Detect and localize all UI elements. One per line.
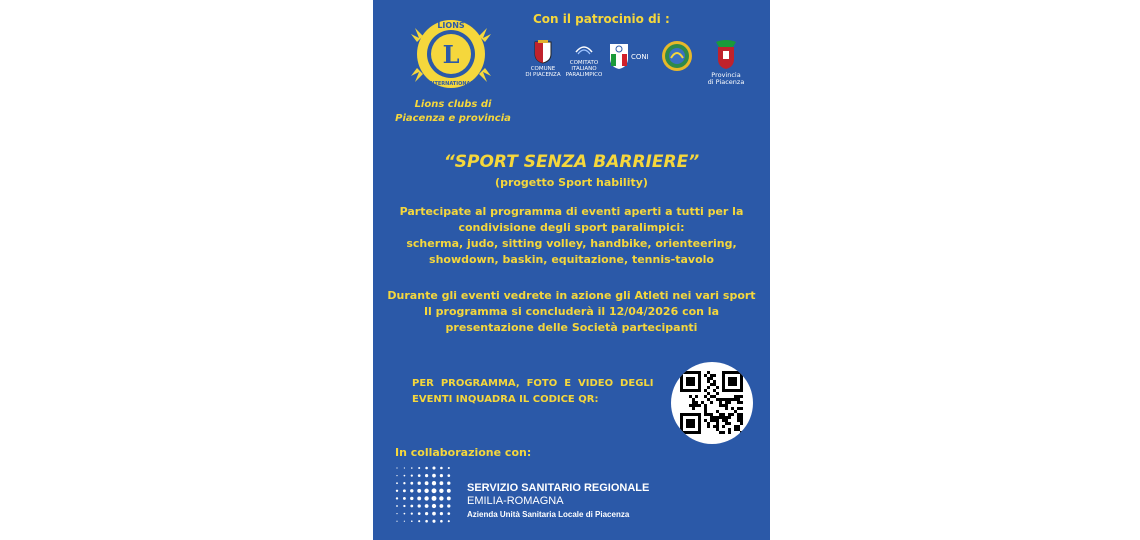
patron-logos	[523, 40, 753, 96]
page-subtitle: (progetto Sport hability)	[495, 176, 648, 189]
ssr-line1: SERVIZIO SANITARIO REGIONALE	[467, 482, 650, 494]
patronage-heading: Con il patrocinio di :	[533, 12, 670, 26]
ssr-logo-text	[467, 482, 767, 519]
lions-logo-bottom-text: INTERNATIONAL	[428, 81, 474, 87]
events-line: Il programma si concluderà il 12/04/2026 con la	[423, 305, 720, 318]
round-emblem-icon	[661, 40, 693, 72]
program-line: scherma, judo, sitting volley, handbike, orienteering,	[406, 237, 737, 250]
ssr-line2: EMILIA-ROMAGNA	[467, 495, 564, 507]
dot-grid-icon	[393, 464, 453, 526]
provincia-crest-icon	[713, 40, 739, 70]
lions-caption-line2: Piacenza e provincia	[395, 113, 511, 124]
qr-instruction	[412, 376, 662, 408]
coni-logo	[609, 40, 655, 70]
ssr-line3: Azienda Unità Sanitaria Locale di Piacenza	[467, 510, 630, 519]
round-emblem-logo	[660, 40, 694, 72]
lions-logo-letter: L	[442, 40, 460, 69]
comune-crest-icon	[534, 40, 552, 64]
program-paragraph	[373, 204, 770, 268]
coni-label: CONI	[631, 53, 649, 61]
provincia-label: Provincia di Piacenza	[707, 71, 745, 86]
lions-caption-line1: Lions clubs di	[414, 99, 492, 110]
events-paragraph	[373, 288, 770, 336]
collaboration-heading: In collaborazione con:	[395, 446, 532, 459]
ssr-dots-logo	[393, 464, 453, 526]
event-poster	[373, 0, 770, 540]
paralimpico-label: COMITATO ITALIANO PARALIMPICO	[565, 60, 603, 78]
lions-logo	[409, 12, 493, 96]
qr-instruction-line1: PER PROGRAMMA, FOTO E VIDEO DEGLI	[412, 378, 654, 389]
qr-code[interactable]	[671, 362, 753, 444]
comune-piacenza-logo	[523, 40, 563, 78]
lions-logo-top-text: LIONS	[437, 21, 465, 30]
program-line: showdown, baskin, equitazione, tennis-tavolo	[429, 253, 714, 266]
qr-instruction-line2: EVENTI INQUADRA IL CODICE QR:	[412, 394, 599, 405]
qr-code-icon	[671, 362, 753, 444]
events-line: presentazione delle Società partecipanti	[445, 321, 698, 334]
provincia-piacenza-logo	[703, 40, 749, 86]
coni-shield-icon	[609, 40, 629, 70]
program-line: Partecipate al programma di eventi aperti a tutti per la	[399, 205, 744, 218]
comitato-paralimpico-logo	[565, 40, 603, 78]
paralimpico-icon	[573, 40, 595, 58]
events-line: Durante gli eventi vedrete in azione gli Atleti nei vari sport	[387, 289, 756, 302]
program-line: condivisione degli sport paralimpici:	[458, 221, 685, 234]
comune-label: COMUNE DI PIACENZA	[525, 66, 561, 78]
lions-caption	[383, 98, 523, 126]
page-title: “SPORT SENZA BARRIERE”	[443, 152, 700, 172]
